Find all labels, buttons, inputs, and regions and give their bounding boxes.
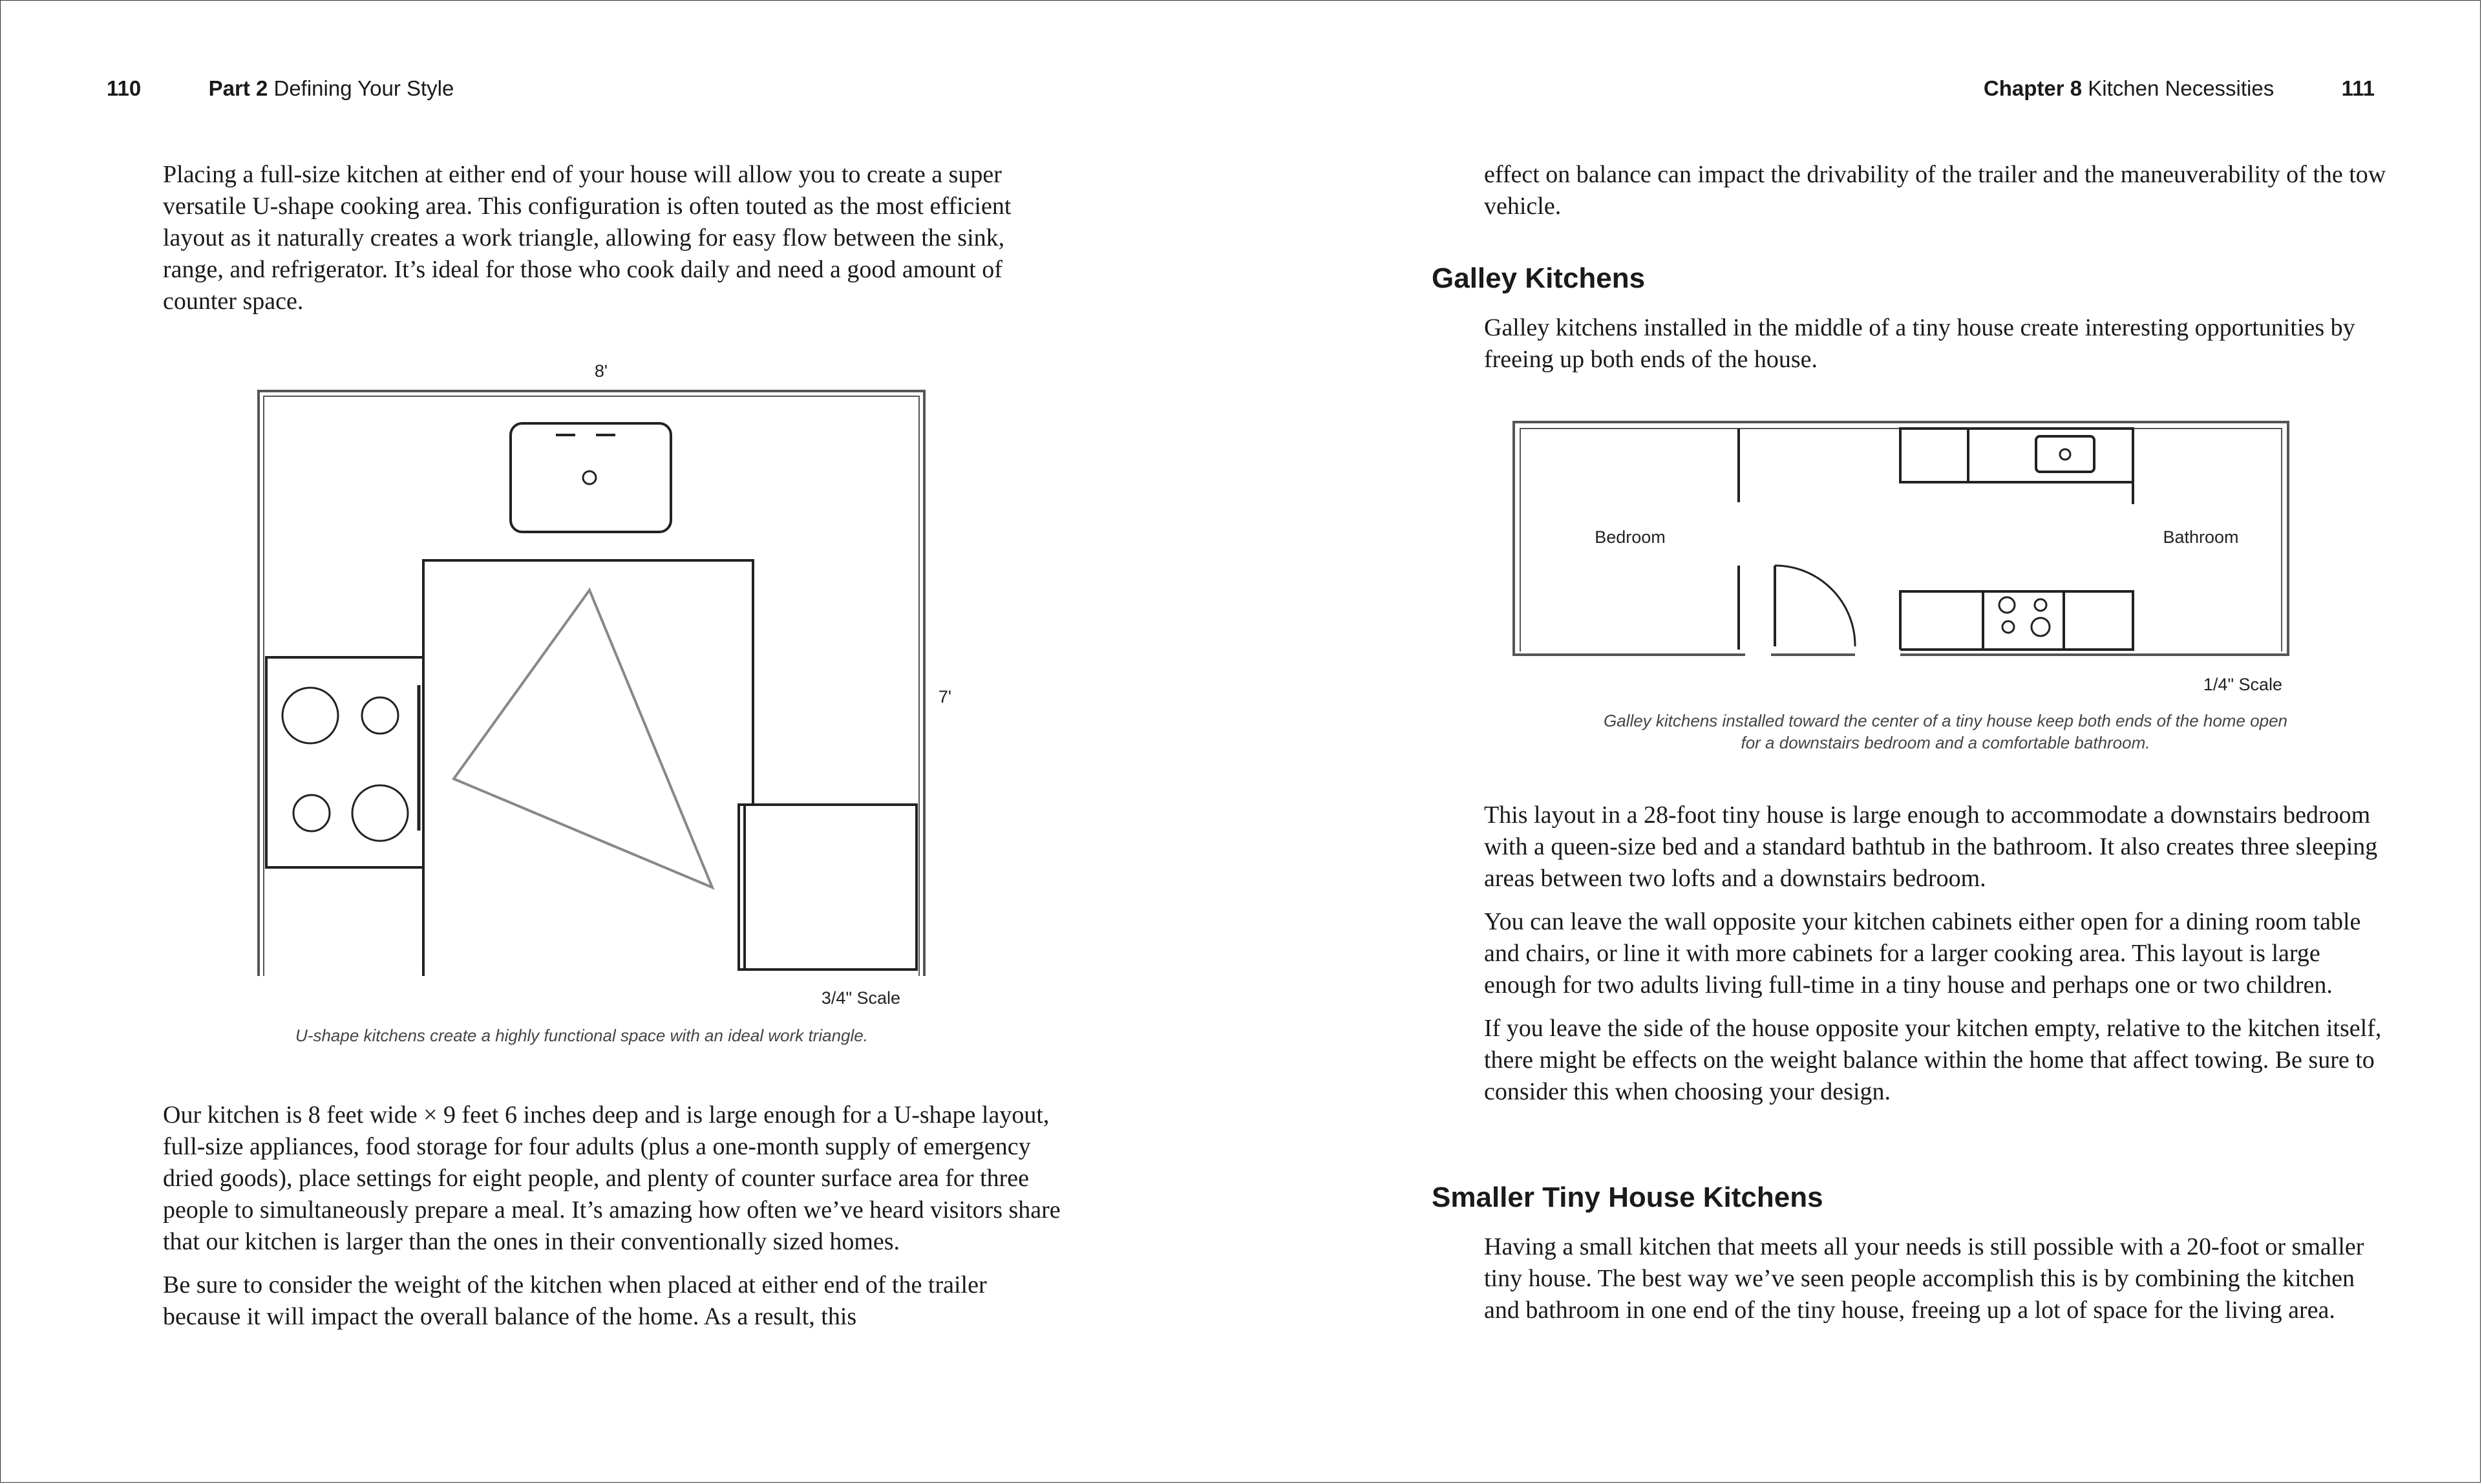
- figure-caption: [194, 1024, 970, 1046]
- paragraph: effect on balance can impact the drivability of the trailer and the maneuverability of the tow vehicle.: [1484, 161, 2386, 220]
- right-page-number: 111: [2341, 76, 2375, 100]
- left-page-number: 110: [107, 76, 142, 100]
- galley-body-text: [1484, 800, 2389, 1119]
- width-dimension-label: 8': [594, 361, 608, 381]
- paragraph: You can leave the wall opposite your kitchen cabinets either open for a dining room table and chairs, or line it with more cabinets for a larger cooking area. This layout is large enough for two adults living full-time in a tiny house and perhaps one or two children.: [1484, 908, 2361, 999]
- bedroom-label: Bedroom: [1595, 527, 1666, 547]
- bathroom-label: Bathroom: [2163, 527, 2239, 547]
- work-triangle: [454, 590, 712, 887]
- header-chapter-label: Chapter 8: [1983, 76, 2083, 100]
- paragraph: Placing a full-size kitchen at either end of your house will allow you to create a super versatile U-shape cooking area. This configuration is often touted as the most efficient layout as it naturally creates a work triangle, allowing for easy flow between the sink, range, and refrigerator. It’s ideal for those who cook daily and need a good amount of counter space.: [163, 161, 1012, 315]
- paragraph: Having a small kitchen that meets all your needs is still possible with a 20-foot or smaller tiny house. The best way we’ve seen people accomplish this is by combining the kitchen and bathroom in one end of the tiny house, freeing up a lot of space for the living area.: [1484, 1233, 2364, 1324]
- header-part-title: Defining Your Style: [273, 76, 454, 100]
- sink-icon: [511, 423, 671, 532]
- galley-kitchen-plan: [1506, 417, 2301, 701]
- stove-icon: [1983, 591, 2064, 650]
- caption-line: Galley kitchens installed toward the center of a tiny house keep both ends of the home open: [1603, 711, 2287, 730]
- small-kitchens-text: [1484, 1231, 2389, 1338]
- sink-icon: [2036, 436, 2094, 472]
- door-swing-icon: [1775, 566, 1855, 646]
- scale-label: 3/4" Scale: [821, 988, 901, 1008]
- caption-text: U-shape kitchens create a highly functional space with an ideal work triangle.: [295, 1026, 868, 1045]
- left-intro-text: [163, 159, 1068, 329]
- outer-wall: [259, 391, 924, 976]
- paragraph: Our kitchen is 8 feet wide × 9 feet 6 inches deep and is large enough for a U-shape layout, full-size appliances, food storage for four adults (plus a one-month supply of emergency dried goods), place settings for eight people, and plenty of counter surface area for three people to simultaneously prepare a meal. It’s amazing how often we’ve heard visitors share that our kitchen is larger than the ones in their conventionally sized homes.: [163, 1101, 1061, 1255]
- right-running-header: [1984, 76, 2375, 101]
- depth-dimension-label: 7': [938, 687, 952, 706]
- counter-outline: [423, 560, 753, 976]
- figure-caption: [1480, 710, 2411, 754]
- range-icon: [266, 657, 423, 867]
- header-chapter-title: Kitchen Necessities: [2088, 76, 2275, 100]
- scale-label: 1/4" Scale: [2203, 675, 2283, 694]
- left-running-header: [107, 76, 454, 101]
- section-heading: Galley Kitchens: [1432, 262, 1646, 294]
- paragraph: This layout in a 28-foot tiny house is large enough to accommodate a downstairs bedroom with a queen-size bed and a standard bathtub in the bathroom. It also creates three sleeping areas between two lofts and a downstairs bedroom.: [1484, 801, 2378, 892]
- caption-line: for a downstairs bedroom and a comfortable bathroom.: [1741, 733, 2150, 752]
- section-heading: Smaller Tiny House Kitchens: [1432, 1182, 1823, 1213]
- paragraph: Galley kitchens installed in the middle of a tiny house create interesting opportunities by freeing up both ends of the house.: [1484, 314, 2355, 373]
- refrigerator-icon: [739, 805, 917, 970]
- header-part-label: Part 2: [208, 76, 268, 100]
- left-body-text: [163, 1099, 1068, 1344]
- galley-intro-text: [1484, 312, 2389, 387]
- right-continued-text: [1484, 159, 2389, 234]
- u-shape-kitchen-plan: [252, 359, 957, 1050]
- upper-cabinet: [1900, 429, 2133, 482]
- paragraph: Be sure to consider the weight of the kitchen when placed at either end of the trailer because it will impact the overall balance of the home. As a result, this: [163, 1271, 987, 1330]
- paragraph: If you leave the side of the house opposite your kitchen empty, relative to the kitchen itself, there might be effects on the weight balance within the home that affect towing. Be sure to consider this when choosing your design.: [1484, 1015, 2382, 1105]
- lower-cabinet: [1900, 591, 2133, 650]
